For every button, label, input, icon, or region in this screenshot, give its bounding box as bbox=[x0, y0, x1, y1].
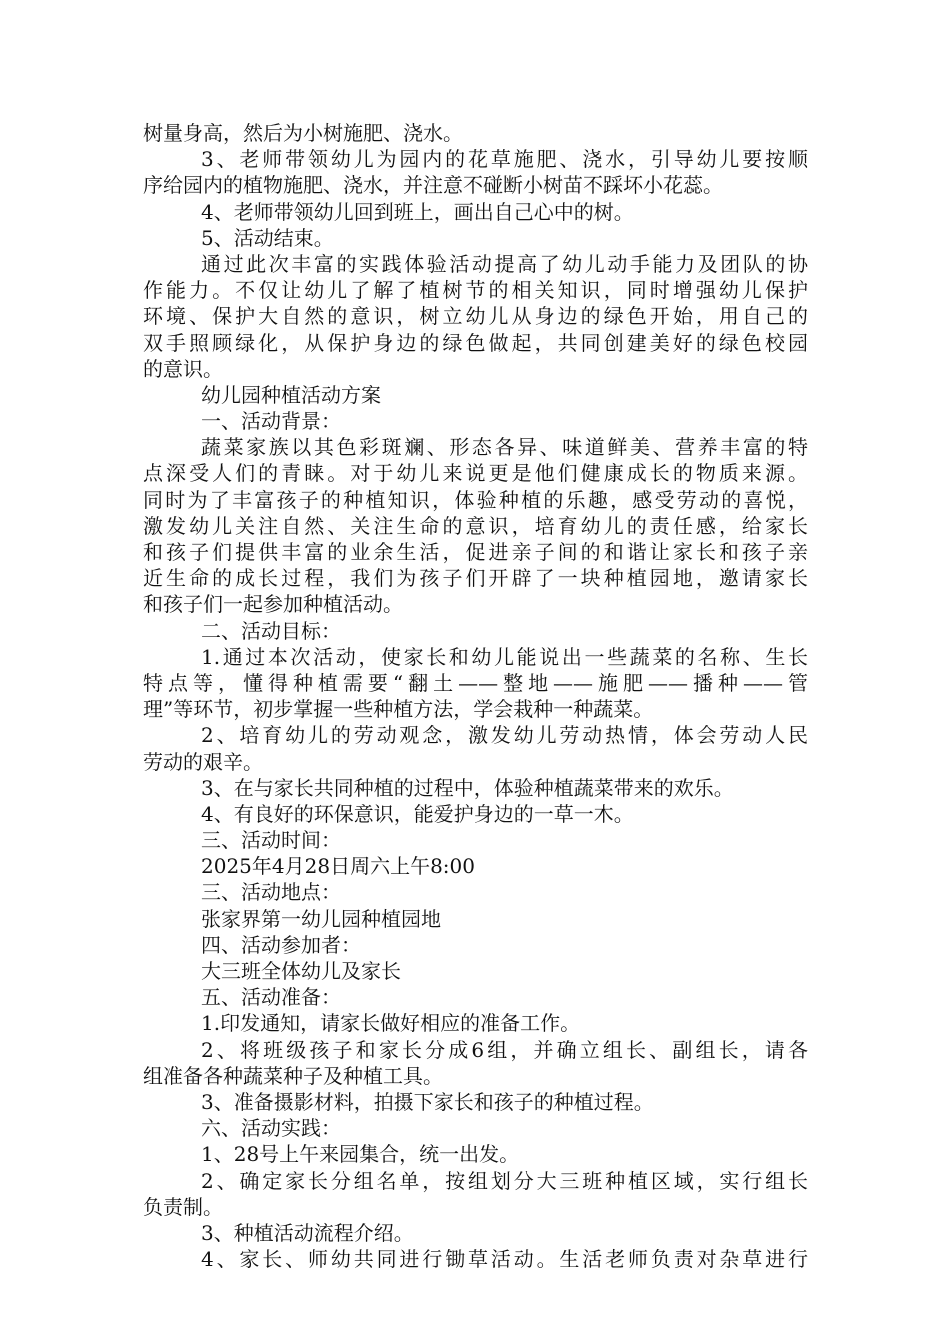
text-line: 2、确定家长分组名单，按组划分大三班种植区域，实行组长 bbox=[201, 1168, 808, 1193]
text-line: 2025年4月28日周六上午8:00 bbox=[201, 854, 475, 879]
text-line: 2、将班级孩子和家长分成6组，并确立组长、副组长，请各 bbox=[201, 1037, 808, 1062]
text-line: 和孩子们一起参加种植活动。 bbox=[143, 592, 403, 617]
text-line: 激发幼儿关注自然、关注生命的意识，培育幼儿的责任感，给家长 bbox=[143, 513, 808, 538]
text-line: 组准备各种蔬菜种子及种植工具。 bbox=[143, 1063, 443, 1088]
text-line: 3、准备摄影材料，拍摄下家长和孩子的种植过程。 bbox=[201, 1089, 654, 1114]
text-line: 六、活动实践： bbox=[201, 1116, 341, 1141]
text-line: 五、活动准备： bbox=[201, 985, 341, 1010]
text-line: 张家界第一幼儿园种植园地 bbox=[201, 906, 441, 931]
text-line: 1、28号上午来园集合，统一出发。 bbox=[201, 1142, 520, 1167]
text-line: 劳动的艰辛。 bbox=[143, 749, 263, 774]
text-line: 幼儿园种植活动方案 bbox=[201, 382, 381, 407]
text-line: 4、家长、师幼共同进行锄草活动。生活老师负责对杂草进行 bbox=[201, 1247, 808, 1272]
text-line: 大三班全体幼儿及家长 bbox=[201, 959, 401, 983]
text-line: 1.通过本次活动，使家长和幼儿能说出一些蔬菜的名称、生长 bbox=[201, 644, 808, 669]
text-line: 特点等，懂得种植需要“翻土——整地——施肥——播种——管 bbox=[143, 670, 808, 695]
text-line: 1.印发通知，请家长做好相应的准备工作。 bbox=[201, 1011, 581, 1036]
document-body bbox=[143, 120, 808, 1272]
text-line: 通过此次丰富的实践体验活动提高了幼儿动手能力及团队的协 bbox=[201, 251, 808, 276]
text-line: 4、老师带领幼儿回到班上，画出自己心中的树。 bbox=[201, 199, 634, 224]
text-line: 3、种植活动流程介绍。 bbox=[201, 1220, 414, 1245]
text-line: 三、活动地点： bbox=[201, 880, 341, 905]
text-line: 负责制。 bbox=[143, 1194, 223, 1219]
text-line: 一、活动背景： bbox=[201, 409, 341, 434]
text-line: 四、活动参加者： bbox=[201, 932, 361, 957]
text-line: 和孩子们提供丰富的业余生活，促进亲子间的和谐让家长和孩子亲 bbox=[143, 540, 808, 564]
text-line: 点深受人们的青睐。对于幼儿来说更是他们健康成长的物质来源。 bbox=[143, 461, 808, 486]
text-line: 理”等环节，初步掌握一些种植方法，学会栽种一种蔬菜。 bbox=[143, 697, 654, 722]
text-line: 蔬菜家族以其色彩斑斓、形态各异、味道鲜美、营养丰富的特 bbox=[201, 435, 808, 460]
text-line: 4、有良好的环保意识，能爱护身边的一草一木。 bbox=[201, 801, 634, 826]
text-line: 环境、保护大自然的意识，树立幼儿从身边的绿色开始，用自己的 bbox=[143, 304, 808, 329]
text-line: 的意识。 bbox=[143, 356, 223, 381]
text-line: 三、活动时间： bbox=[201, 828, 341, 853]
text-line: 5、活动结束。 bbox=[201, 225, 334, 250]
text-line: 2、培育幼儿的劳动观念，激发幼儿劳动热情，体会劳动人民 bbox=[201, 723, 808, 748]
text-line: 树量身高，然后为小树施肥、浇水。 bbox=[143, 121, 463, 145]
text-line: 序给园内的植物施肥、浇水，并注意不碰断小树苗不踩坏小花蕊。 bbox=[143, 173, 723, 198]
text-line: 作能力。不仅让幼儿了解了植树节的相关知识，同时增强幼儿保护 bbox=[143, 278, 808, 303]
text-line: 近生命的成长过程，我们为孩子们开辟了一块种植园地，邀请家长 bbox=[143, 566, 808, 591]
text-line: 同时为了丰富孩子的种植知识，体验种植的乐趣，感受劳动的喜悦， bbox=[143, 487, 808, 512]
text-line: 3、老师带领幼儿为园内的花草施肥、浇水，引导幼儿要按顺 bbox=[201, 147, 808, 172]
text-line: 双手照顾绿化，从保护身边的绿色做起，共同创建美好的绿色校园 bbox=[143, 330, 808, 355]
text-line: 二、活动目标： bbox=[201, 618, 341, 643]
text-line: 3、在与家长共同种植的过程中，体验种植蔬菜带来的欢乐。 bbox=[201, 775, 734, 800]
